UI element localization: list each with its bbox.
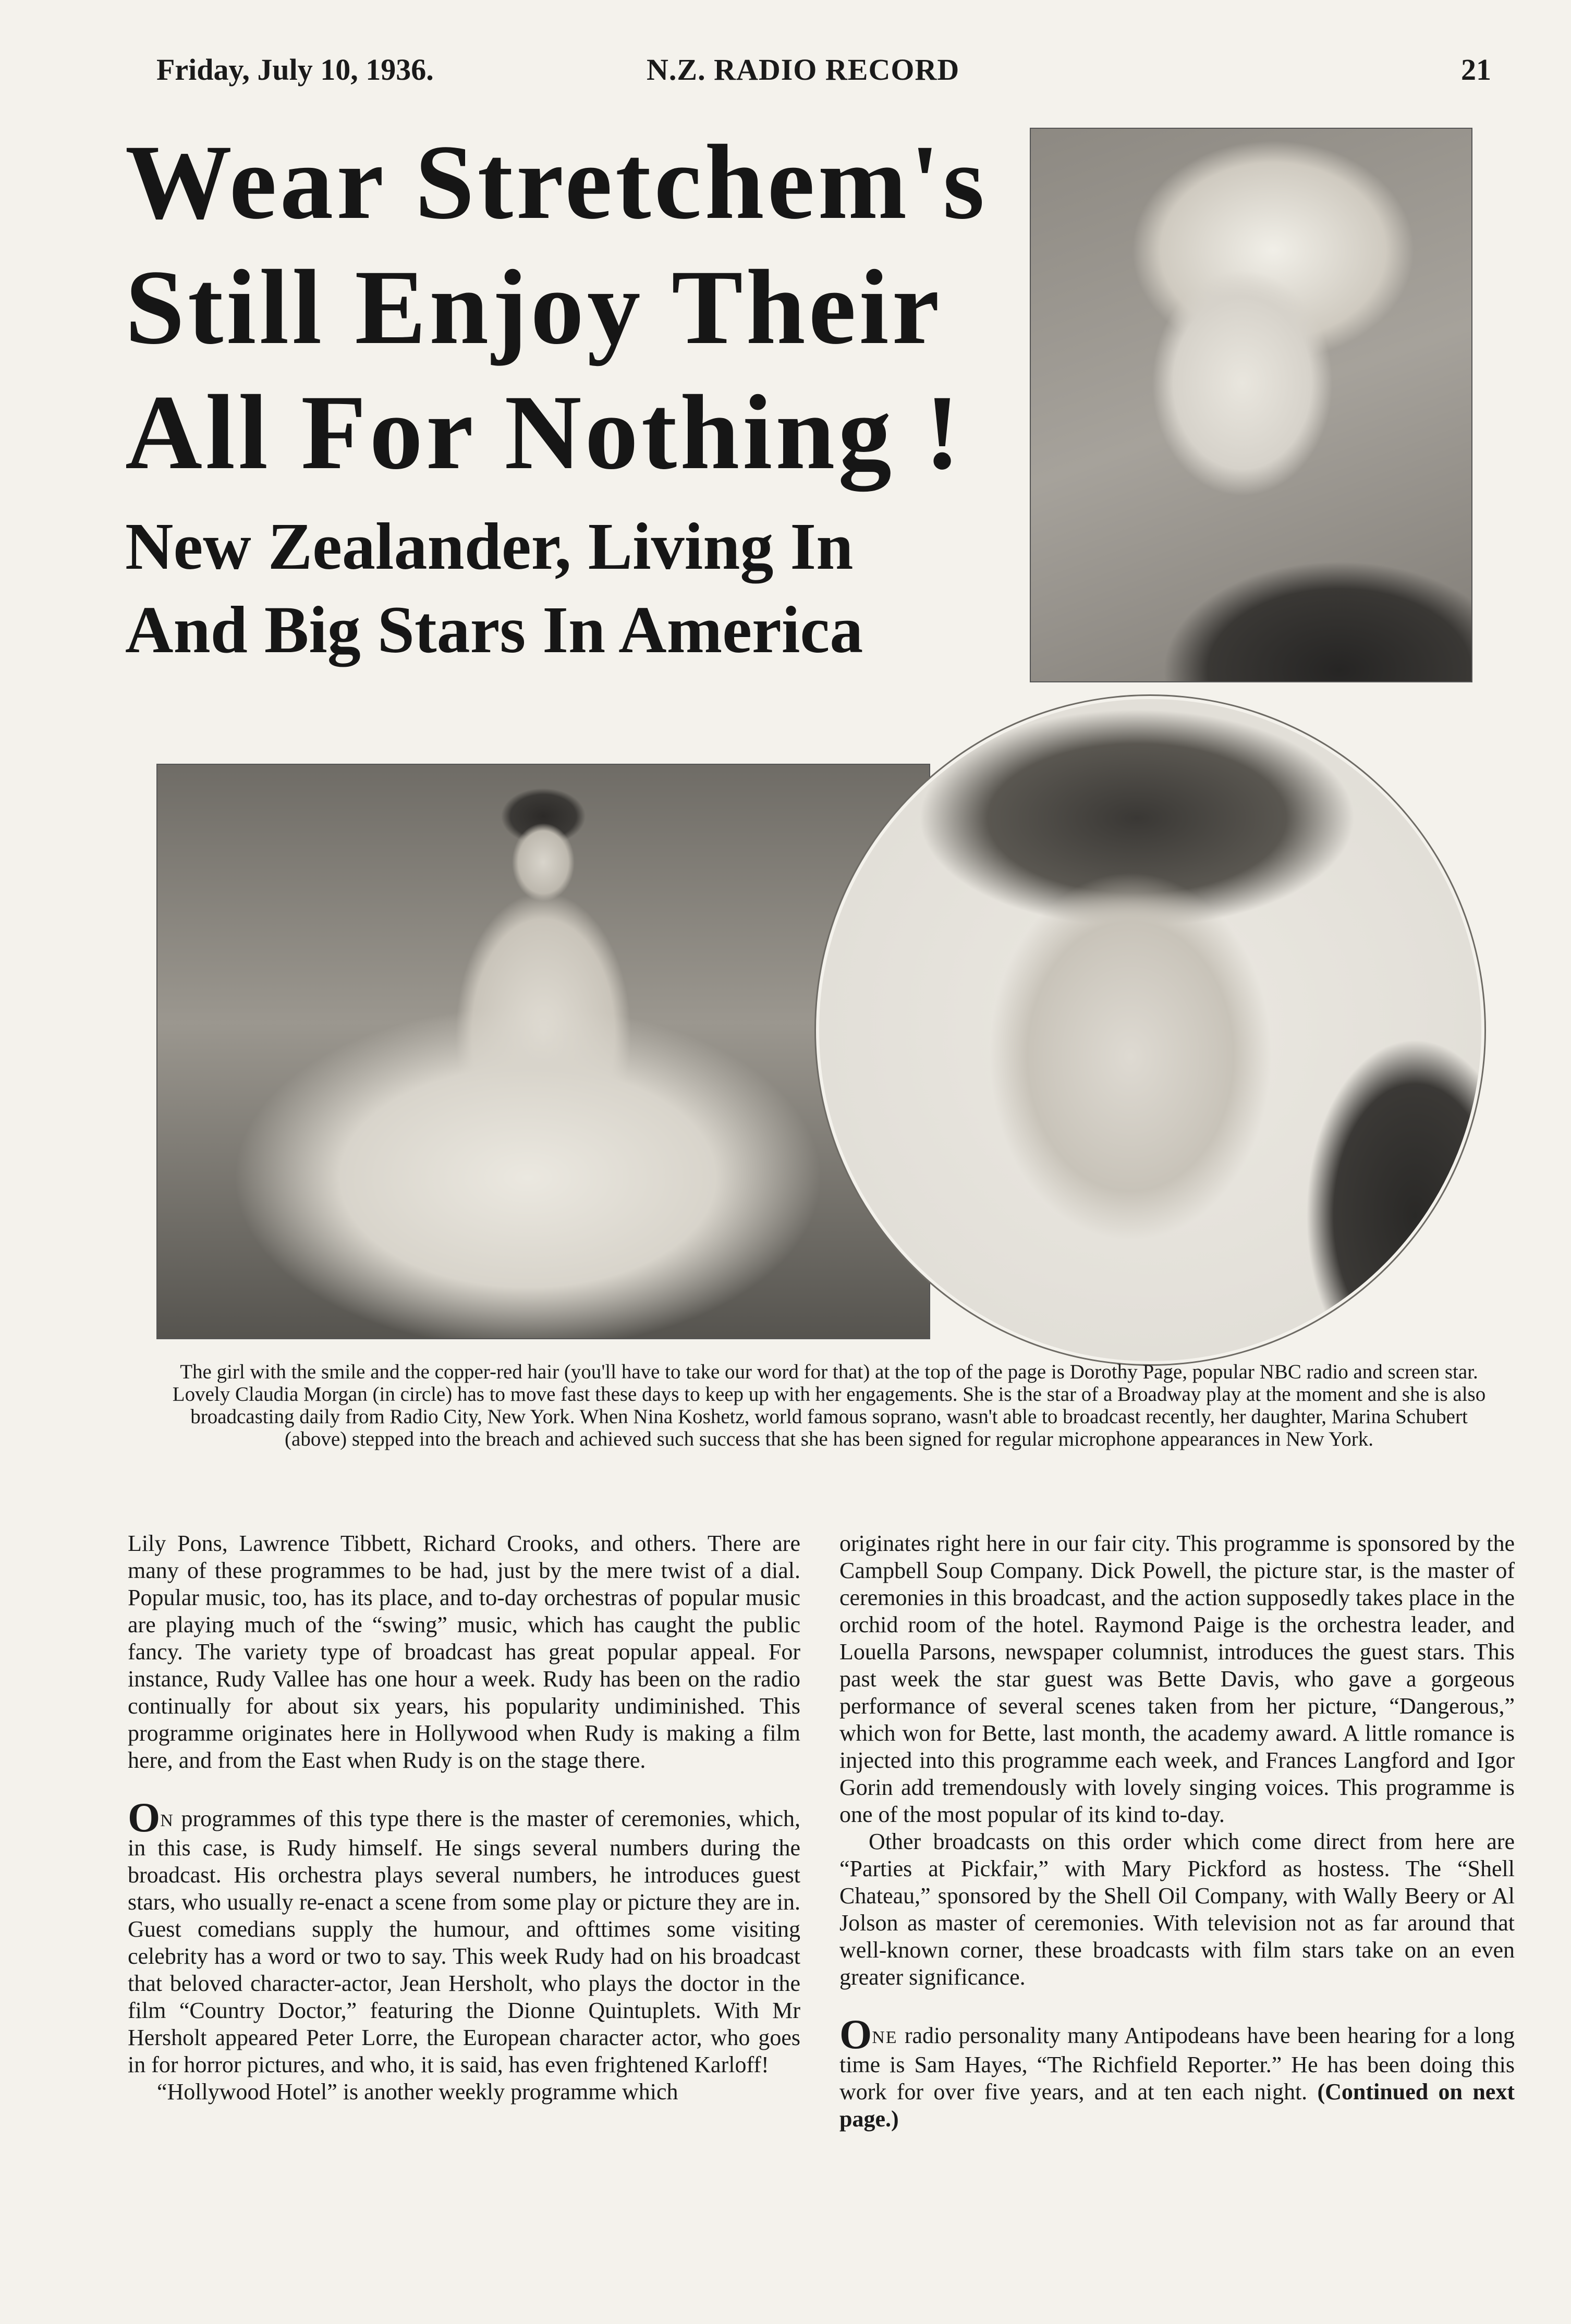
headline-block — [125, 120, 1022, 671]
small-caps: N — [160, 1811, 174, 1830]
paragraph-text: programmes of this type there is the master of ceremonies, which, in this case, is Rudy himself. He sings several numbers during the broadcast. His orchestra plays several numbers, he introduces guest stars, who usually re-enact a scene from some play or picture they are in. Guest comedians supply the humour, and ofttimes some visiting celebrity has a word or two to say. This week Rudy had on his broadcast that beloved character-actor, Jean Hersholt, who plays the doctor in the film “Country Doctor,” featuring the Dionne Quintuplets. With Mr Hersholt appeared Peter Lorre, the European character actor, who goes in for horror pictures, and who, it is said, has even frightened Karloff! — [128, 1806, 800, 2077]
drop-cap: O — [128, 1795, 161, 1841]
portrait-photo-dorothy-page — [1030, 128, 1472, 682]
paragraph: Lily Pons, Lawrence Tibbett, Richard Crooks, and others. There are many of these programmes to be had, just by the mere twist of a dial. Popular music, too, has its place, and to-day orchestras of popular music are playing much of the “swing” music, which has caught the public fancy. The variety type of broadcast has great popular appeal. For instance, Rudy Vallee has one hour a week. Rudy has been on the radio continually for about six years, his popularity undiminished. This programme originates here in Hollywood when Rudy is making a film here, and from the East when Rudy is on the stage there. — [128, 1531, 800, 1773]
page-header — [156, 52, 1491, 94]
subheadline — [125, 505, 1022, 671]
headline-line-2: Still Enjoy Their — [125, 248, 943, 366]
headline-line-3: All For Nothing ! — [125, 373, 964, 492]
subheadline-line-2: And Big Stars In America — [125, 593, 863, 667]
paragraph: originates right here in our fair city. This programme is sponsored by the Campbell Soup Company. Dick Powell, the picture star, is the master of ceremonies in this broadcast, and the action supposedly takes place in the orchid room of the hotel. Raymond Paige is the orchestra leader, and Louella Parsons, newspaper columnist, introduces the guest stars. This past week the star guest was Bette Davis, who gave a gorgeous performance of several scenes taken from her picture, “Dangerous,” which won for Bette, last month, the academy award. A little romance is injected into this programme each week, and Frances Langford and Igor Gorin add tremendously with lovely singing voices. This programme is one of the most popular of its kind to-day. — [839, 1531, 1515, 1827]
publication-name: N.Z. RADIO RECORD — [647, 53, 960, 87]
subheadline-line-1: New Zealander, Living In — [125, 509, 854, 583]
issue-date: Friday, July 10, 1936. — [156, 53, 434, 87]
photo-marina-schubert — [156, 764, 930, 1339]
paragraph — [839, 2012, 1515, 2133]
drop-cap: O — [839, 2012, 872, 2058]
small-caps: NE — [872, 2028, 898, 2047]
paragraph-text: radio personality many Antipodeans have been hearing for a long time is Sam Hayes, “The Richfield Reporter.” He has been doing this work for over five years, and at ten each night. — [839, 2023, 1515, 2105]
paragraph — [128, 1795, 800, 2078]
photo-caption: The girl with the smile and the copper-red hair (you'll have to take our word for that) at the top of the page is Dorothy Page, popular NBC radio and screen star. Lovely Claudia Morgan (in circle) has to move fast these days to keep up with her engagements. She is the star of a Broadway play at the moment and she is also broadcasting daily from Radio City, New York. When Nina Koshetz, world famous soprano, wasn't able to broadcast recently, her daughter, Marina Schubert (above) stepped into the breach and achieved such success that she has been signed for regular microphone appearances in New York. — [172, 1361, 1486, 1450]
paragraph: Other broadcasts on this order which come direct from here are “Parties at Pickfair,” with Mary Pickford as hostess. The “Shell Chateau,” sponsored by the Shell Oil Company, with Wally Beery or Al Jolson as master of ceremonies. With television not as far around that well-known corner, these broadcasts with film stars take on an even greater significance. — [839, 1829, 1515, 1990]
headline-line-1: Wear Stretchem's — [125, 123, 988, 241]
continued-note: (Continued on next page.) — [839, 2079, 1515, 2132]
paragraph: “Hollywood Hotel” is another weekly programme which — [157, 2079, 678, 2105]
article-column-right — [839, 1530, 1515, 2133]
page-number: 21 — [1461, 53, 1491, 87]
circle-portrait-claudia-morgan — [816, 696, 1484, 1364]
article-column-left — [128, 1530, 800, 2106]
